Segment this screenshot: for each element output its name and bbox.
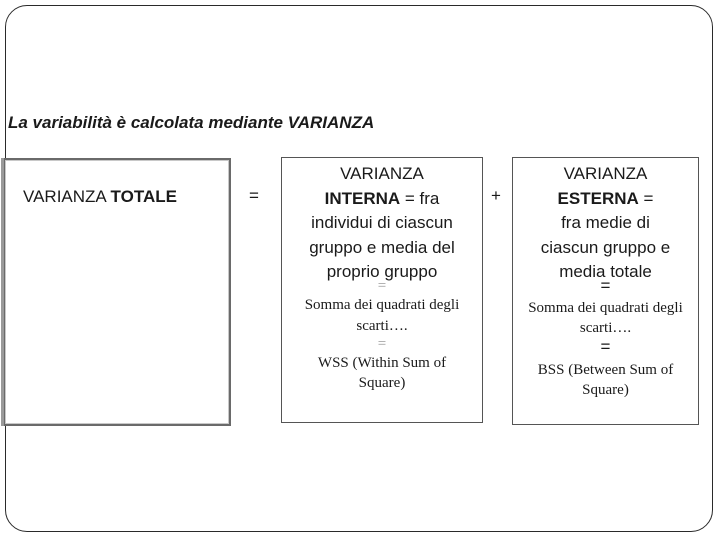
external-description [513,162,698,285]
total-variance-box [3,158,231,426]
equals-operator: = [249,186,259,205]
total-variance-label [23,187,177,207]
external-serif-1: Somma dei quadrati degli [528,300,683,316]
external-serif-3: BSS (Between Sum of [537,362,674,378]
external-line2-rest: = [638,188,654,208]
internal-line1: VARIANZA [340,164,424,183]
external-line5: media totale [559,262,652,281]
internal-variance-box [281,157,483,423]
slide-heading: La variabilità è calcolata mediante VARIANZA [8,113,375,132]
internal-description [282,162,482,285]
internal-serif-2: scarti…. [356,318,408,334]
external-line2-bold: ESTERNA [557,188,639,208]
internal-line4: gruppo e media del [309,237,455,257]
external-line1: VARIANZA [563,164,648,183]
internal-equals-1: = [377,278,387,294]
internal-line2 [282,187,482,212]
internal-line5: proprio gruppo [326,262,438,281]
internal-line3: individui di ciascun [311,213,453,232]
internal-line2-bold: INTERNA [324,188,401,208]
external-equals-2: = [600,337,611,356]
internal-serif-1: Somma dei quadrati degli [304,297,460,313]
total-prefix: VARIANZA [23,187,111,206]
external-serif-2: scarti…. [579,320,632,336]
internal-serif-4: Square) [358,375,406,391]
internal-serif-3: WSS (Within Sum of [317,355,447,371]
external-variance-box [512,157,699,425]
external-serif-4: Square) [582,382,629,398]
external-line3: fra medie di [561,213,650,232]
external-line2 [513,187,698,212]
external-line4: ciascun gruppo e [540,237,671,257]
external-equals-1: = [600,276,611,295]
plus-operator: + [491,186,501,205]
internal-equals-2: = [377,336,387,352]
total-bold: TOTALE [110,187,177,206]
internal-line2-rest: = fra [400,188,440,208]
